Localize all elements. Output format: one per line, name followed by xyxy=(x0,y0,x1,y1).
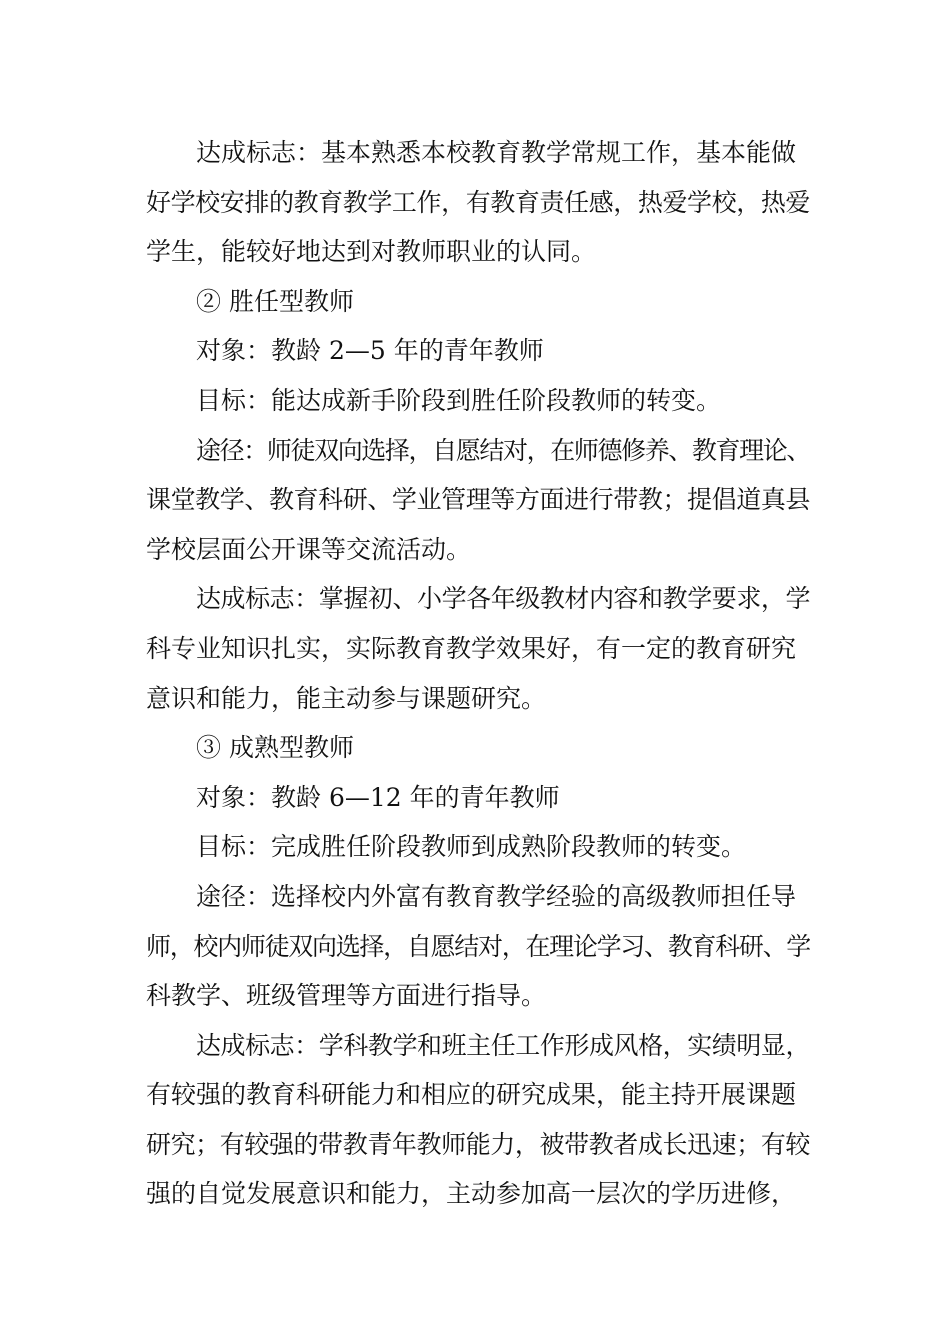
text-line: 好学校安排的教育教学工作，有教育责任感，热爱学校，热爱 xyxy=(146,187,810,217)
text-line: 师，校内师徒双向选择，自愿结对，在理论学习、教育科研、学 xyxy=(146,931,810,961)
text-line: 强的自觉发展意识和能力，主动参加高一层次的学历进修， xyxy=(146,1179,797,1209)
text-line: 途径：选择校内外富有教育教学经验的高级教师担任导 xyxy=(196,881,797,911)
text-line: 目标：完成胜任阶段教师到成熟阶段教师的转变。 xyxy=(196,832,747,862)
text-line: ② 胜任型教师 xyxy=(196,286,354,316)
text-line: 对象：教龄 6—12 年的青年教师 xyxy=(196,782,560,812)
text-line: 意识和能力，能主动参与课题研究。 xyxy=(146,683,547,713)
text-line: 科专业知识扎实，实际教育教学效果好，有一定的教育研究 xyxy=(146,633,797,663)
text-line: 学校层面公开课等交流活动。 xyxy=(146,534,472,564)
text-line: 研究；有较强的带教青年教师能力，被带教者成长迅速；有较 xyxy=(146,1129,810,1159)
text-line: 途径：师徒双向选择，自愿结对，在师德修养、教育理论、 xyxy=(196,435,810,465)
text-line: 科教学、班级管理等方面进行指导。 xyxy=(146,981,547,1011)
text-line: 学生，能较好地达到对教师职业的认同。 xyxy=(146,237,597,267)
text-line: 有较强的教育科研能力和相应的研究成果，能主持开展课题 xyxy=(146,1080,797,1110)
text-line: 课堂教学、教育科研、学业管理等方面进行带教；提倡道真县 xyxy=(146,485,810,515)
text-line: 达成标志：基本熟悉本校教育教学常规工作，基本能做 xyxy=(196,138,797,167)
text-line: 达成标志：学科教学和班主任工作形成风格，实绩明显， xyxy=(196,1030,810,1060)
document-body xyxy=(146,128,810,1219)
text-line: ③ 成熟型教师 xyxy=(196,733,354,763)
text-line: 对象：教龄 2—5 年的青年教师 xyxy=(196,336,544,366)
text-line: 目标：能达成新手阶段到胜任阶段教师的转变。 xyxy=(196,385,722,415)
text-line: 达成标志：掌握初、小学各年级教材内容和教学要求，学 xyxy=(196,584,810,614)
